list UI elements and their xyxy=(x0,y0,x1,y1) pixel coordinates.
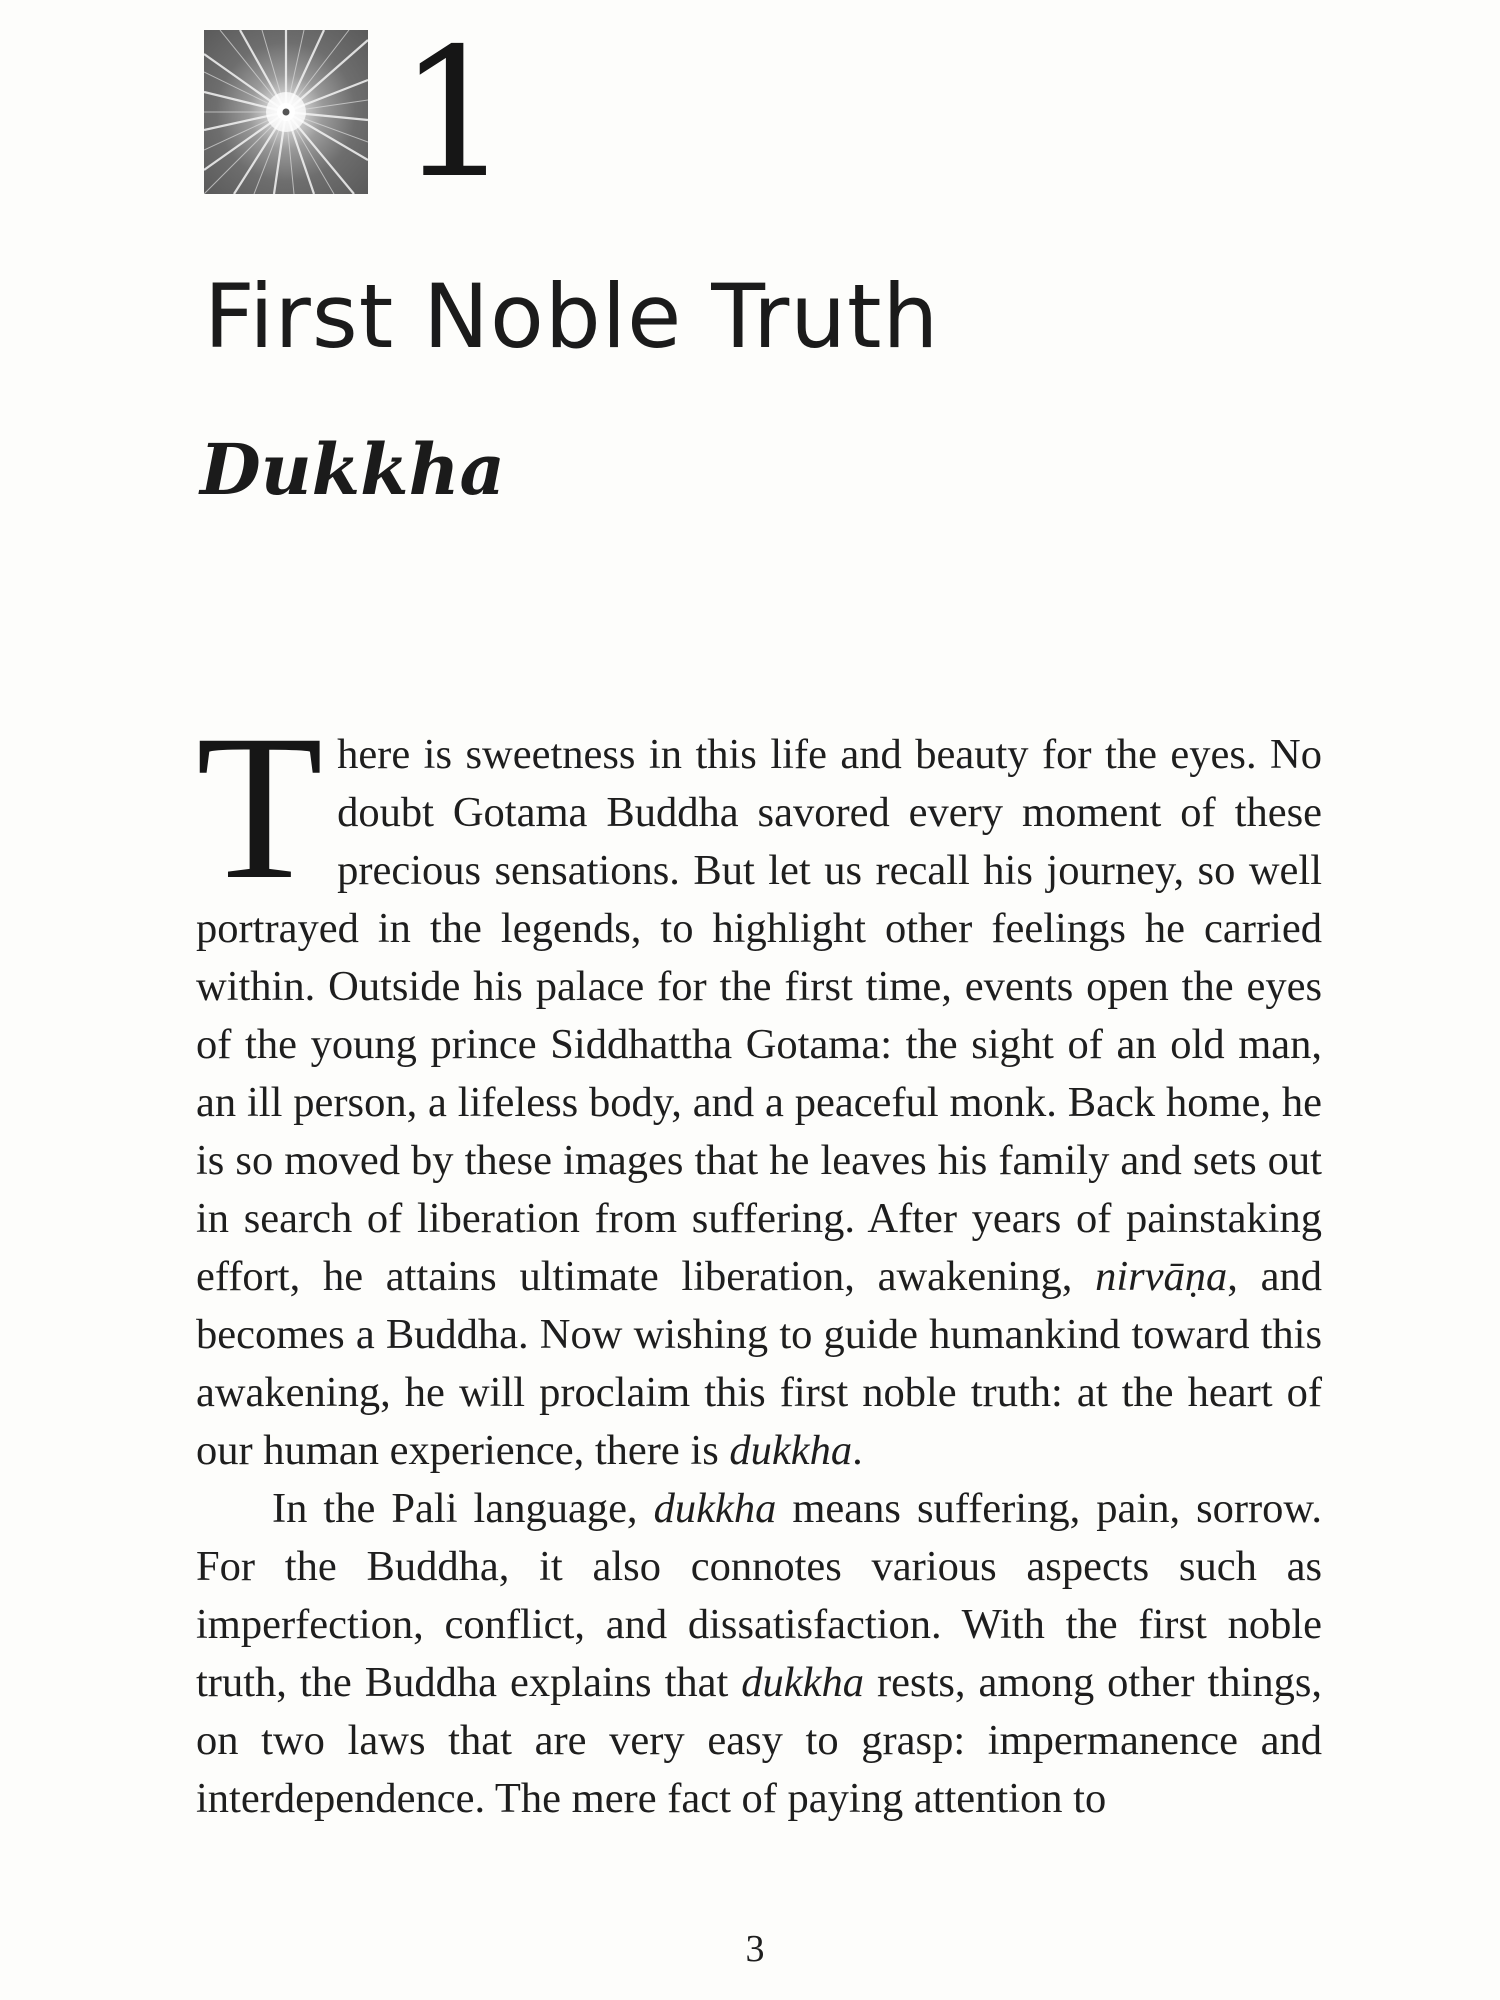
paragraph-2-text: In the Pali language, xyxy=(272,1485,654,1532)
chapter-title: First Noble Truth xyxy=(204,265,940,368)
pali-term-dukkha: dukkha xyxy=(741,1659,865,1706)
radiant-light-graphic xyxy=(204,30,368,194)
radiant-light-icon xyxy=(204,30,368,194)
body-text xyxy=(196,692,1323,1828)
paragraph-1 xyxy=(196,692,1322,1480)
paragraph-2-text-cont: means suffering, pain, sorrow. For the Buddha, it also connotes various aspects such as imperfection, conflict, and dissatisfaction. With the first noble truth, the Buddha explains that xyxy=(196,1485,1322,1706)
paragraph-2-end: rests, among other things, on two laws that are very easy to grasp: impermanence and interdependence. The mere fact of paying attention to xyxy=(196,1659,1323,1822)
pali-term-nirvana: nirvāṇa xyxy=(1095,1253,1228,1300)
paragraph-1-text: here is sweetness in this life and beauty for the eyes. No doubt Gotama Buddha savored every moment of these precious sensations. But let us recall his journey, so well portrayed in the legends, to highlight other feelings he carried within. Outside his palace for the first time, events open the eyes of the young prince Siddhattha Gotama: the sight of an old man, an ill person, a lifeless body, and a peaceful monk. Back home, he is so moved by these images that he leaves his family and sets out in search of liberation from suffering. After years of painstaking effort, he attains ultimate liberation, awakening, xyxy=(196,731,1322,1300)
paragraph-1-text-cont: , and becomes a Buddha. Now wishing to guide humankind toward this awakening, he will proclaim this first noble truth: at the heart of our human experience, there is xyxy=(196,1253,1322,1474)
chapter-number: 1 xyxy=(398,10,512,217)
pali-term-dukkha: dukkha xyxy=(653,1485,777,1532)
chapter-subtitle: Dukkha xyxy=(200,428,505,511)
paragraph-2 xyxy=(196,1480,1322,1828)
paragraph-1-end: . xyxy=(852,1427,863,1474)
pali-term-dukkha: dukkha xyxy=(729,1427,853,1474)
page-number: 3 xyxy=(745,1928,765,1970)
drop-cap: T xyxy=(196,692,324,922)
